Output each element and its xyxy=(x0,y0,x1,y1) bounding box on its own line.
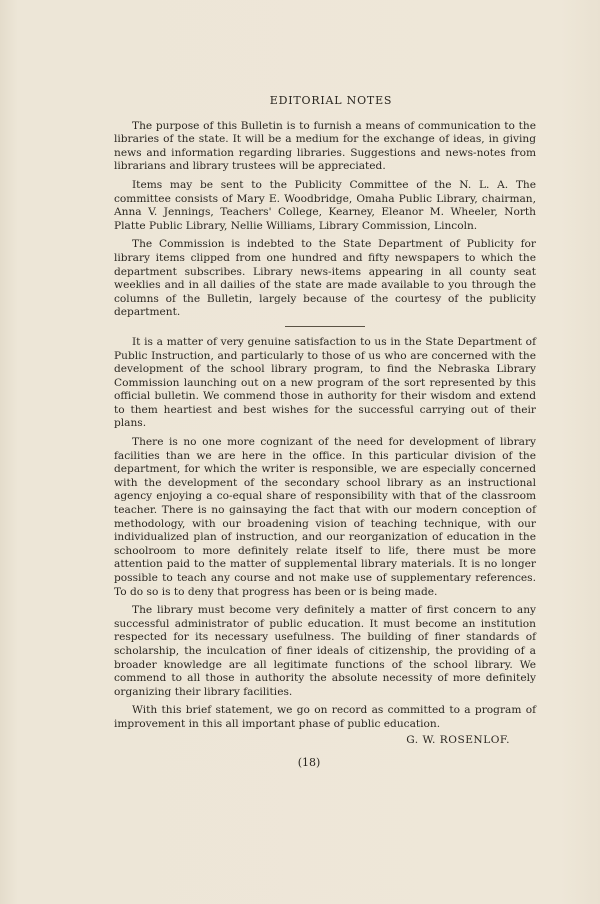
paragraph: There is no one more cognizant of the need for development of library facilities than we are here in the office. In this particular division of the department, for which the writer is responsible, we are especially concerned with the development of the secondary school library as an instructional agency enjoying a co-equal share of responsibility with that of the classroom teacher. There is no gainsaying the fact that with our modern conception of methodology, with our broadening vision of teaching technique, with our individualized plan of instruction, and our reorganization of education in the schoolroom to more definitely relate itself to life, there must be more attention paid to the matter of supplemental library materials. It is no longer possible to teach any course and not make use of supplementary references. To do so is to deny that progress has been or is being made. xyxy=(114,436,536,598)
page-title: EDITORIAL NOTES xyxy=(269,94,393,107)
paragraph: With this brief statement, we go on record as committed to a program of improvement in this all important phase of public education. xyxy=(114,704,536,730)
paragraph: The Commission is indebted to the State Department of Publicity for library items clipped from one hundred and fifty newspapers to which the department subscribes. Library news-items appearing in all county seat weeklies and in all dailies of the state are made available to you through the columns of the Bulletin, largely because of the courtesy of the publicity department. xyxy=(114,238,536,319)
paragraph: It is a matter of very genuine satisfaction to us in the State Department of Public Instruction, and particularly to those of us who are concerned with the development of the school library program, to find the Nebraska Library Commission launching out on a new program of the sort represented by this official bulletin. We commend those in authority for their wisdom and extend to them heartiest and best wishes for the successful carrying out of their plans. xyxy=(114,335,536,430)
page-number: (18) xyxy=(297,756,321,769)
paragraph: Items may be sent to the Publicity Committee of the N. L. A. The committee consists of Mary E. Woodbridge, Omaha Public Library, chairman, Anna V. Jennings, Teachers' College, Kearney, Eleanor M. Wheeler, North Platte Public Library, Nellie Williams, Library Commission, Lincoln. xyxy=(114,178,536,232)
paragraph: The library must become very definitely a matter of first concern to any successful administrator of public education. It must become an institution respected for its necessary usefulness. The building of finer standards of scholarship, the inculcation of finer ideals of citizenship, the providing of a broader knowledge are all legitimate functions of the school library. We commend to all those in authority the absolute necessity of more definitely organizing their library facilities. xyxy=(114,604,536,698)
author-signature: G. W. ROSENLOF. xyxy=(406,733,510,746)
section-divider xyxy=(285,326,365,327)
paragraph: The purpose of this Bulletin is to furnish a means of communication to the libraries of the state. It will be a medium for the exchange of ideas, in giving news and information regarding libraries. Suggestions and news-notes from librarians and library trustees will be appreciated. xyxy=(114,119,536,173)
article-body xyxy=(114,94,536,747)
